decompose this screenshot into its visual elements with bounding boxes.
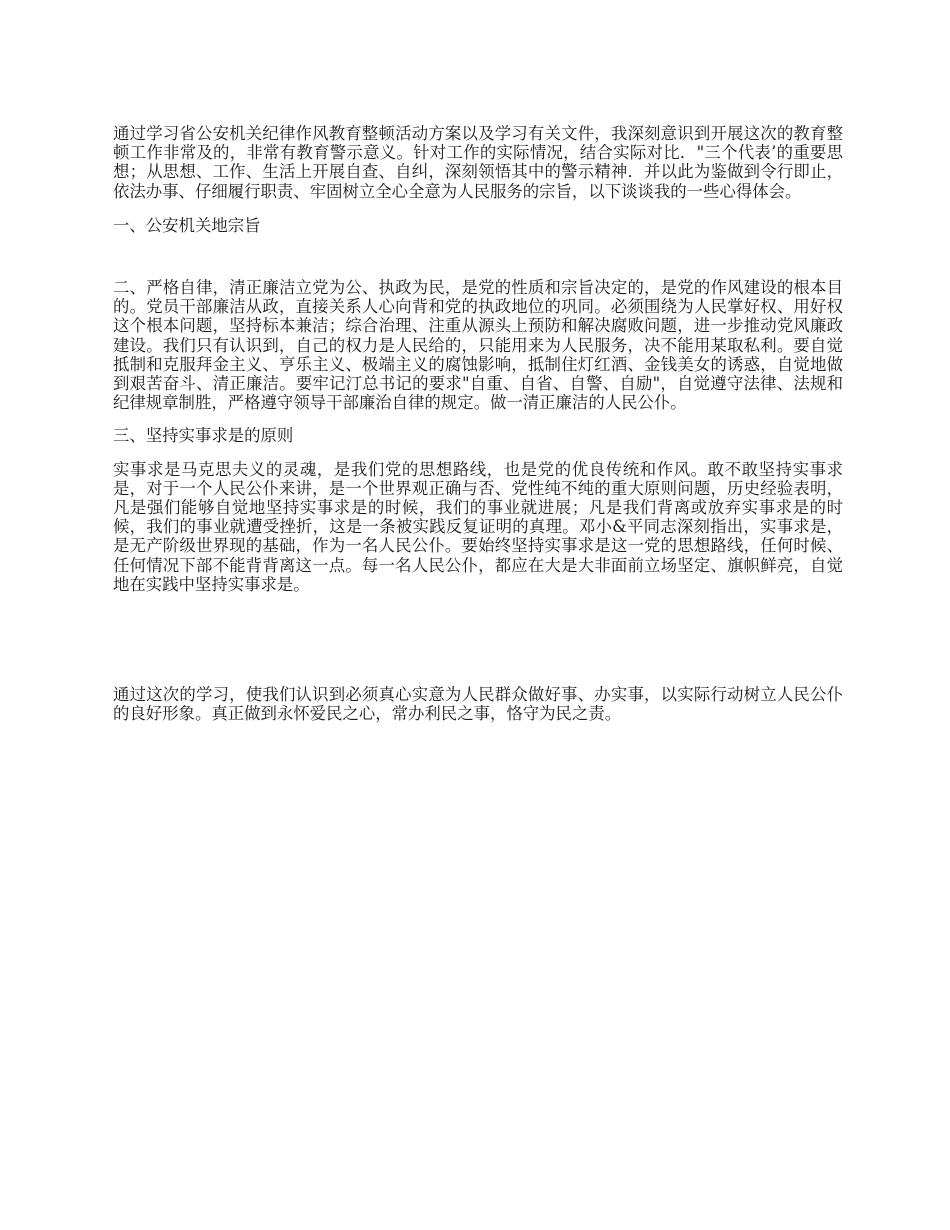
section-3-heading: 三、坚持实事求是的原则 <box>113 426 294 446</box>
section-2-paragraph: 二、严格自律，清正廉洁立党为公、执政为民，是党的性质和宗旨决定的，是党的作风建设的根本目的。党员干部廉洁从政，直接关系人心向背和党的执政地位的巩同。必须围绕为人民掌好权、用好权这个根本问题，坚持标本兼洁；综合治理、注重从源头上预防和解决腐败问题，进一步推动党风廉政建设。我们只有认识到，自己的权力是人民给的，只能用来为人民服务，决不能用某取私利。要自觉抵制和克服拜金主义、亨乐主义、极端主义的腐蚀影响，抵制住灯红酒、金钱美女的诱惑，自觉地做到艰苦奋斗、清正廉洁。要牢记汀总书记的要求"自重、自省、自警、自励"，自觉遵守法律、法规和纪律规章制胜，严格遵守领导干部廉治自律的规定。做一清正廉洁的人民公仆。 <box>113 278 843 413</box>
section-1-heading: 一、公安机关地宗旨 <box>113 215 261 235</box>
conclusion-paragraph: 通过这次的学习，使我们认识到必须真心实意为人民群众做好事、办实事，以实际行动树立人民公仆的良好形象。真正做到永怀爱民之心，常办利民之事，恪守为民之责。 <box>113 685 843 724</box>
section-3-paragraph: 实事求是马克思夫义的灵魂，是我们党的思想路线，也是党的优良传统和作风。敢不敢坚持实事求是，对于一个人民公仆来讲，是一个世界观正确与否、党性纯不纯的重大原则问题，历史经验表明，凡是强们能够自觉地坚持实事求是的时候，我们的事业就进展；凡是我们背离或放弃实事求是的时候，我们的事业就遭受挫折，这是一条被实践反复证明的真理。邓小&平同志深刻指出，实事求是，是无产阶级世界现的基础，作为一名人民公仆。要始终坚持实事求是这一党的思想路线，任何时候、任何情况下部不能背背离这一点。每一名人民公仆，都应在大是大非面前立场坚定、旗帜鲜亮，自觉地在实践中坚持实事求是。 <box>113 459 843 594</box>
document-page <box>113 124 843 723</box>
intro-paragraph: 通过学习省公安机关纪律作风教育整顿活动方案以及学习有关文件，我深刻意识到开展这次的教育整顿工作非常及的，非常有教育警示意义。针对工作的实际情况，结合实际对比．"三个代表’的重要思想；从思想、工作、生活上开展自查、自纠，深刻领悟其中的警示精神．并以此为鉴做到令行即止，依法办事、仔细履行职责、牢固树立全心全意为人民服务的宗旨，以下谈谈我的一些心得体会。 <box>113 124 843 201</box>
